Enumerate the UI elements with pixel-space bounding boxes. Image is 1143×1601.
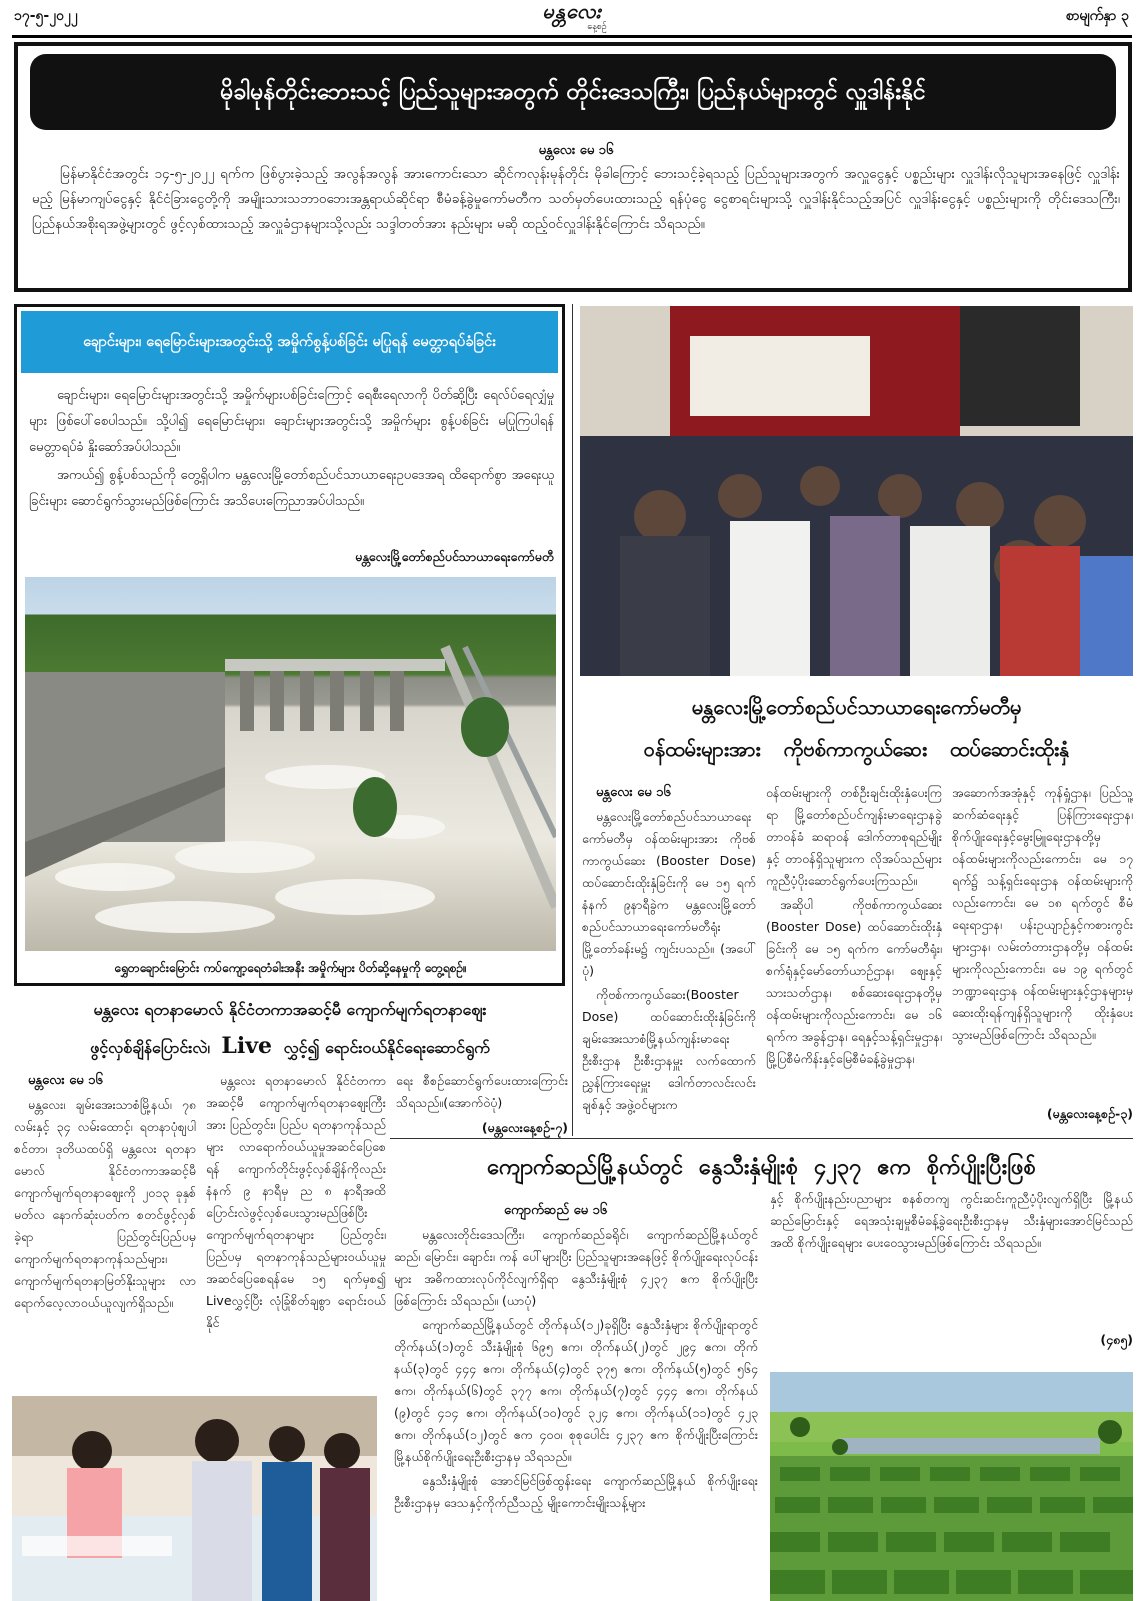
paddy-col-1 [394,1200,758,1601]
jewel-col-1-text: မန္တလေး၊ ချမ်းအေးသာစံမြို့နယ်၊ ၇၈ လမ်းနှင့် ၃၄ လမ်းထောင့်၊ ရတနာပုံစျပါစင်တာ၊ ဒုတိယထပ်ရှိ မန္တလေး ရတနာမောလ် နိုင်ငံတကာအဆင့်မီ ကျောက်မျက်ရတနာဈေးကို ၂၀၁၃ ခုနှစ် မတ်လ နောက်ဆုံးပတ်က စတင်ဖွင့်လှစ်ခဲ့ရာ ပြည်တွင်းပြည်ပမှ ကျောက်မျက်ရတနာကုန်သည်များ၊ ကျောက်မျက်ရတနာမြတ်နိုးသူများ လာရောက်လေ့လာဝယ်ယူလျက်ရှိသည်။ [14,1097,196,1310]
drain-photo [25,577,556,951]
paddy-col-2-text: နှင့် စိုက်ပျိုးနည်းပညာများ စနစ်တကျ ကွင်းဆင်းကူညီပံ့ပိုးလျက်ရှိပြီး မြို့နယ်ဆည်မြောင်းနှင့် ရေအသုံးချမှုစီမံခန့်ခွဲရေးဦးစီးဌာနမှ သီးနှံများအောင်မြင်သည်အထိ စိုက်ပျိုးရေများ ပေးဝေသွားမည်ဖြစ်ကြောင်း သိရသည်။ [770,1191,1133,1250]
jewel-col-3-text: ရေး စီစဉ်ဆောင်ရွက်ပေးထားကြောင်း သိရသည်။(အောက်ဝဲပုံ) [396,1073,568,1110]
jewel-photo [12,1396,377,1601]
booster-credit: (မန္တလေးနေ့စဉ်-၃) [1046,1106,1133,1121]
jewel-col-2 [206,1070,386,1390]
booster-col-2-text: ဝန်ထမ်းများကို တစ်ဦးချင်းထိုးနှံပေးကြရာ မြို့တော်စည်ပင်ကျန်းမာရေးဌာနခွဲတာဝန်ခံ ဆရာဝန် ဒေါက်တာစုရည်မျိုးနှင့် တာဝန်ရှိသူများက လိုအပ်သည်များ ကူညီပံ့ပိုးဆောင်ရွက်ပေးကြသည်။ [766,785,942,888]
booster-photo [580,306,1133,676]
paddy-col-2 [770,1188,1133,1284]
booster-headline-2: ဝန်ထမ်းများအား ကိုဗစ်ကာကွယ်ဆေး ထပ်ဆောင်းထိုးနှံ [643,737,1070,761]
paddy-col-1a-text: မန္တလေးတိုင်းဒေသကြီး၊ ကျောက်ဆည်ခရိုင်၊ ကျောက်ဆည်မြို့နယ်တွင် ဆည်၊ မြောင်း၊ ချောင်း၊ ကန် ပေါ်များပြီး ပြည်သူများအနေဖြင့် စိုက်ပျိုးရေးလုပ်ငန်းများ အဓိကထားလုပ်ကိုင်လျက်ရှိရာ နွေသီးနှံမျိုးစုံ ၄၂၃၇ ဧက စိုက်ပျိုးပြီးဖြစ်ကြောင်း သိရသည်။ (ယာပုံ) [394,1227,758,1308]
paddy-col-1c-text: နွေသီးနှံမျိုးစုံ အောင်မြင်ဖြစ်ထွန်းရေး ကျောက်ဆည်မြို့နယ် စိုက်ပျိုးရေးဦးစီးဌာနမှ ဒေသနှင့်ကိုက်ညီသည့် မျိုးကောင်းမျိုးသန့်များ [394,1473,758,1510]
jewel-col-2-text: မန္တလေး ရတနာမောလ် နိုင်ငံတကာအဆင့်မီ ကျောက်မျက်ရတနာဈေးကြီးအား ပြည်တွင်း၊ ပြည်ပ ရတနာကုန်သည်များ လာရောက်ဝယ်ယူမှုအဆင်ပြေစေရန် ကျောက်တိုင်းဖွင့်လှစ်ချိန်ကိုလည်း နံနက် ၉ နာရီမှ ည ၈ နာရီအထိ ပြောင်းလဲဖွင့်လှစ်ပေးသွားမည်ဖြစ်ပြီး ကျောက်မျက်ရတနာများ ပြည်တွင်း၊ ပြည်ပမှ ရတနာကုန်သည်များဝယ်ယူမှု အဆင်ပြေစေရန်မေ ၁၅ ရက်မှစ၍ Liveလွှင့်ပြီး လုံခြုံစိတ်ချစွာ ရောင်းဝယ်နိုင် [206,1073,386,1330]
paddy-dateline: ကျောက်ဆည် မေ ၁၆ [504,1203,608,1218]
paddy-credit: (၄၈၅) [1100,1332,1133,1347]
lead-body: မြန်မာနိုင်ငံအတွင်း ၁၄-၅-၂၀၂၂ ရက်က ဖြစ်ပွားခဲ့သည့် အလွန်အလွန် အားကောင်းသော ဆိုင်ကလုန်းမုန်တိုင်း မိုခါကြောင့် ဘေးသင့်ခဲ့ရသည့် ပြည်သူများအတွက် အလှူငွေနှင့် ပစ္စည်းများ လှူဒါန်းလိုသူများအနေဖြင့် လှူဒါန်းမည့် မြန်မာကျပ်ငွေနှင့် နိုင်ငံခြားငွေတို့ကို အမျိုးသားသဘာဝဘေးအန္တရာယ်ဆိုင်ရာ စီမံခန့်ခွဲမှုကော်မတီက သတ်မှတ်ပေးထားသည့် ရန်ပုံငွေ ငွေစာရင်းများသို့ လှူဒါန်းနိုင်သည့်အပြင် လှူဒါန်းငွေနှင့် ပစ္စည်းများကို တိုင်းဒေသကြီး၊ ပြည်နယ်အစိုးရအဖွဲ့များတွင် ဖွင့်လှစ်ထားသည့် အလှူခံဌာနများသို့လည်း သဒ္ဒါတတ်အား နည်းများ မဆို ထည့်ဝင်လှူဒါန်းနိုင်ကြောင်း သိရသည်။ [32,166,1120,232]
jewel-col-1 [14,1070,196,1390]
lead-headline: မိုခါမုန်တိုင်းဘေးသင့် ပြည်သူများအတွက် တိုင်းဒေသကြီး၊ ပြည်နယ်များတွင် လှူဒါန်းနိုင် [220,79,926,105]
booster-headline-1: မန္တလေးမြို့တော်စည်ပင်သာယာရေးကော်မတီမှ [691,695,1022,719]
paddy-col-1b-text: ကျောက်ဆည်မြို့နယ်တွင် တိုက်နယ်(၁၂)ခုရှိပြီး နွေသီးနှံများ စိုက်ပျိုးရာတွင် တိုက်နယ်(၁)တွင် သီးနှံမျိုးစုံ ၆၉၅ ဧက၊ တိုက်နယ်(၂)တွင် ၂၉၄ ဧက၊ တိုက်နယ်(၃)တွင် ၄၄၄ ဧက၊ တိုက်နယ်(၄)တွင် ၃၇၅ ဧက၊ တိုက်နယ်(၅)တွင် ၅၆၄ ဧက၊ တိုက်နယ်(၆)တွင် ၃၇၇ ဧက၊ တိုက်နယ်(၇)တွင် ၄၄၄ ဧက၊ တိုက်နယ် (၉)တွင် ၄၁၄ ဧက၊ တိုက်နယ်(၁၀)တွင် ၃၂၄ ဧက၊ တိုက်နယ်(၁၁)တွင် ၄၂၃ ဧက၊ တိုက်နယ်(၁၂)တွင် ဧက ၄၀၀၊ စုစုပေါင်း ၄၂၃၇ ဧက စိုက်ပျိုးပြီးကြောင်း မြို့နယ်စိုက်ပျိုးရေးဦးစီးဌာနမှ သိရသည်။ [394,1317,758,1464]
masthead-title: မန္တလေး [542,0,602,23]
drain-photo-art [25,577,556,951]
jewel-headline-2b: Live [221,1033,273,1059]
jewel-headline-1: မန္တလေး ရတနာမောလ် နိုင်ငံတကာအဆင့်မီ ကျောက်မျက်ရတနာဈေး [93,1000,487,1019]
jewel-headline-2c: လွှင့်၍ ရောင်းဝယ်နိုင်ရေးဆောင်ရွက် [283,1038,490,1057]
drain-title: ချောင်းများ၊ ရေမြောင်းများအတွင်းသို့ အမှိုက်စွန့်ပစ်ခြင်း မပြုရန် မေတ္တာရပ်ခံခြင်း [83,334,496,350]
page-header [0,0,1143,36]
header-page-number: စာမျက်နှာ ၃ [1065,8,1129,24]
paddy-photo [770,1372,1133,1601]
booster-col-1 [582,782,756,1122]
booster-col-2b-text: အဆိုပါ ကိုဗစ်ကာကွယ်ဆေး (Booster Dose) ထပ်ဆောင်းထိုးနှံခြင်းကို မေ ၁၅ ရက်က ကော်မတီရုံး၊ စက်ရုံနှင့်မော်တော်ယာဉ်ဌာန၊ ဈေးနှင့်သားသတ်ဌာန၊ စစ်ဆေးရေးဌာနတို့မှ ဝန်ထမ်းများကိုလည်းကောင်း၊ မေ ၁၆ ရက်က အခွန်ဌာန၊ ရေနှင့်သန့်ရှင်းမှုဌာန၊ မြို့ပြစီမံကိန်းနှင့်မြေစီမံခန့်ခွဲမှုဌာန၊ [766,897,942,1066]
drain-paragraph-2: အကယ်၍ စွန့်ပစ်သည်ကို တွေ့ရှိပါက မန္တလေးမြို့တော်စည်ပင်သာယာရေးဥပဒေအရ ထိရောက်စွာ အရေးယူခြင်းများ ဆောင်ရွက်သွားမည်ဖြစ်ကြောင်း အသိပေးကြေညာအပ်ပါသည်။ [29,468,554,509]
booster-col-1-text: မန္တလေးမြို့တော်စည်ပင်သာယာရေးကော်မတီမှ ဝန်ထမ်းများအား ကိုဗစ်ကာကွယ်ဆေး (Booster Dose) ထပ်ဆောင်းထိုးနှံခြင်းကို မေ ၁၅ ရက် နံနက် ၉နာရီခွဲက မန္တလေးမြို့တော်စည်ပင်သာယာရေးကော်မတီရုံး မြို့တော်ခန်းမ၌ ကျင်းပသည်။ (အပေါ်ပုံ) [582,809,756,978]
paddy-photo-art [770,1372,1133,1601]
drain-signature: မန္တလေးမြို့တော်စည်ပင်သာယာရေးကော်မတီ [355,549,554,564]
jewel-dateline: မန္တလေး မေ ၁၆ [28,1073,103,1088]
booster-col-3 [952,782,1133,1102]
header-date: ၁၇-၅-၂၀၂၂ [14,8,78,24]
jewel-col-3 [396,1070,568,1114]
header-rule [12,35,1132,38]
booster-col-3-text: အဆောက်အအုံနှင့် ကုန်ရှုံဌာန၊ ပြည်သူ့ဆက်ဆံရေးနှင့် ပြန်ကြားရေးဌာန၊ စိုက်ပျိုးရေးနှင့်မွေးမြူရေးဌာနတို့မှ ဝန်ထမ်းများကိုလည်းကောင်း၊ မေ ၁၇ ရက်၌ သန့်ရှင်းရေးဌာန ဝန်ထမ်းများကိုလည်းကောင်း၊ မေ ၁၈ ရက်တွင် စီမံရေးရာဌာန၊ ပန်းဥယျာဉ်နှင့်ကစားကွင်းများဌာန၊ လမ်းတံတားဌာနတို့မှ ဝန်ထမ်းများကိုလည်းကောင်း၊ မေ ၁၉ ရက်တွင် ဘဏ္ဍာရေးဌာန ဝန်ထမ်းများနှင့်ဌာနများမှ ဆေးထိုးရန်ကျန်ရှိသူများကို ထိုးနှံပေးသွားမည်ဖြစ်ကြောင်း သိရသည်။ [952,785,1133,1042]
paddy-headline: ကျောက်ဆည်မြို့နယ်တွင် နွေသီးနှံမျိုးစုံ ၄၂၃၇ ဧက စိုက်ပျိုးပြီးဖြစ် [487,1155,1036,1180]
drain-caption: ရွှေတချောင်းမြောင်း ကပ်ကျော့ရေတံခါးအနီး အမှိုက်များ ပိတ်ဆို့နေမှုကို တွေ့ရစဉ်။ [114,961,467,975]
jewel-credit: (မန္တလေးနေ့စဉ်-၇) [481,1120,568,1135]
booster-col-1b-text: ကိုဗစ်ကာကွယ်ဆေး(Booster Dose) ထပ်ဆောင်းထိုးနှံခြင်းကို ချမ်းအေးသာစံမြို့နယ်ကျန်းမာရေးဦးစီးဌာန ဦးစီးဌာနမှူး လက်ထောက်ညွှန်ကြားရေးမှူး ဒေါက်တာလင်းလင်းချစ်နှင့် အဖွဲ့ဝင်များက [582,987,756,1112]
jewel-headline-2 [14,1030,566,1064]
jewel-headline-2a: ဖွင့်လှစ်ချိန်ပြောင်းလဲ၊ [90,1038,210,1057]
masthead-subtitle: နေ့စဉ် [587,22,607,32]
jewel-photo-art [12,1396,377,1601]
drain-paragraph-1: ချောင်းများ၊ ရေမြောင်းများအတွင်းသို့ အမှိုက်များပစ်ခြင်းကြောင့် ရေစီးရေလာကို ပိတ်ဆို့ပြီး ရေလ်ပ်ရေလျှံမှုများ ဖြစ်ပေါ်စေပါသည်။ သို့ပါ၍ ရေမြောင်းများ၊ ချောင်းများအတွင်းသို့ အမှိုက်များ စွန့်ပစ်ခြင်း မပြုကြပါရန် မေတ္တာရပ်ခံ နှိုးဆော်အပ်ပါသည်။ [29,388,554,455]
lead-headline-banner [30,54,1116,130]
drain-title-banner [21,311,558,373]
booster-dateline: မန္တလေး မေ ၁၆ [596,785,671,800]
lead-story-box [14,42,1132,292]
booster-col-2 [766,782,942,1122]
drain-notice-box [14,304,565,986]
lead-dateline: မန္တလေး မေ ၁၆ [538,143,614,158]
paddy-rule-top [390,1138,1133,1139]
booster-photo-art [580,306,1133,676]
column-rule [572,304,573,1136]
masthead-logo [508,0,636,34]
